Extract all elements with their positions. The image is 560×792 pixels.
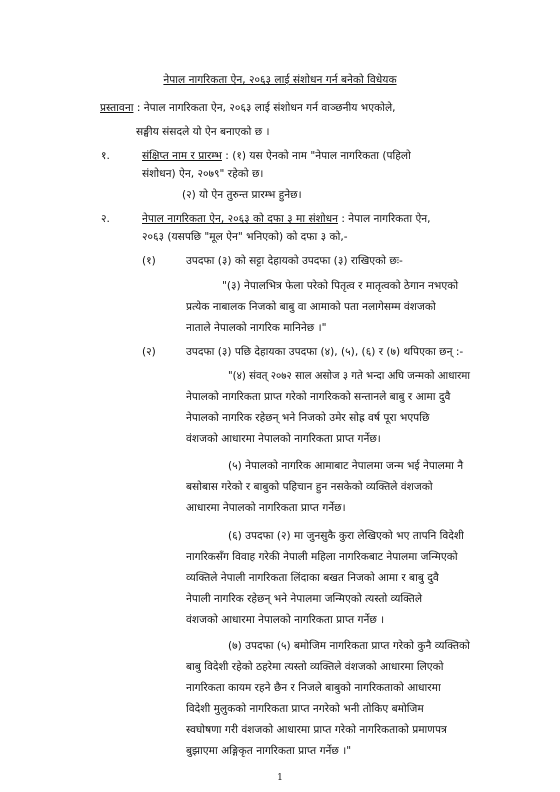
section-1-number: १.	[101, 150, 110, 162]
section-1-line-2: संशोधन) ऐन, २०७९" रहेको छ।	[142, 168, 264, 180]
subsection-6-line: व्यक्तिले नेपाली नागरिकता लिंदाका बखत निजको आमा र बाबु दुवै	[186, 572, 439, 584]
subsection-4-line: वंशजको आधारमा नेपालको नागरिकता प्राप्त गर्नेछ।	[186, 433, 381, 445]
quote-3-line: नाताले नेपालको नागरिक मानिनेछ ।"	[186, 322, 327, 334]
subsection-4-line: नेपालको नागरिक रहेछन् भने निजको उमेर सोह्र वर्ष पूरा भएपछि	[186, 412, 430, 424]
subsection-6-line: वंशजको आधारमा नेपालको नागरिकता प्राप्त गर्नेछ ।	[186, 614, 385, 626]
subsection-7-line: बुझाएमा अङ्गिकृत नागरिकता प्राप्त गर्नेछ ।"	[186, 745, 352, 757]
subsection-7-line: बाबु विदेशी रहेको ठहरेमा त्यस्तो व्यक्तिले वंशजको आधारमा लिएको	[186, 661, 444, 673]
subsection-4-line: "(४) संवत् २०७२ साल असोज ३ गते भन्दा अघि जन्मको आधारमा	[228, 370, 470, 382]
subsection-6-line: (६) उपदफा (२) मा जुनसुकै कुरा लेखिएको भए तापनि विदेशी	[228, 530, 464, 542]
page-number: 1	[277, 773, 283, 783]
clause-2-text: उपदफा (३) पछि देहायका उपदफा (४), (५), (६) र (७) थपिएका छन् :-	[186, 346, 464, 358]
section-2-heading: नेपाल नागरिकता ऐन, २०६३ को दफा ३ मा संशोधन	[142, 213, 338, 225]
subsection-6-line: नागरिकसँग विवाह गरेकी नेपाली महिला नागरिकबाट नेपालमा जन्मिएको	[186, 551, 458, 563]
preamble-line	[100, 98, 396, 119]
quote-3-line: "(३) नेपालभित्र फेला परेको पितृत्व र मातृत्वको ठेगान नभएको	[222, 280, 459, 292]
section-2-number: २.	[101, 213, 110, 225]
clause-1-text: उपदफा (३) को सट्टा देहायको उपदफा (३) राखिएको छः-	[186, 255, 403, 267]
subsection-6-line: नेपाली नागरिक रहेछन् भने नेपालमा जन्मिएको त्यस्तो व्यक्तिले	[186, 593, 423, 605]
subsection-7-line: विदेशी मुलुकको नागरिकता प्राप्त नगरेको भनी तोकिए बमोजिम	[186, 703, 424, 715]
subsection-7-line: (७) उपदफा (५) बमोजिम नागरिकता प्राप्त गरेको कुनै व्यक्तिको	[228, 640, 470, 652]
section-2-text: : नेपाल नागरिकता ऐन,	[338, 213, 431, 225]
preamble-text: : नेपाल नागरिकता ऐन, २०६३ लाई संशोधन गर्न वाञ्छनीय भएकोले,	[133, 102, 396, 114]
preamble-label: प्रस्तावना	[100, 102, 134, 114]
subsection-7-line: नागरिकता कायम रहने छैन र निजले बाबुको नागरिकताको आधारमा	[186, 682, 441, 694]
section-1-text: : (१) यस ऐनको नाम "नेपाल नागरिकता (पहिलो	[221, 150, 411, 162]
bill-title: नेपाल नागरिकता ऐन, २०६३ लाई संशोधन गर्न बनेको विधेयक	[163, 74, 397, 86]
section-2-line-2: २०६३ (यसपछि "मूल ऐन" भनिएको) को दफा ३ को,-	[142, 231, 348, 243]
clause-1-number: (१)	[142, 255, 156, 267]
section-1-subsection-2: (२) यो ऐन तुरुन्त प्रारम्भ हुनेछ।	[182, 189, 302, 201]
subsection-5-line: आधारमा नेपालको नागरिकता प्राप्त गर्नेछ।	[186, 502, 346, 514]
section-1-heading: संक्षिप्त नाम र प्रारम्भ	[142, 150, 222, 162]
subsection-4-line: नेपालको नागरिकता प्राप्त गरेको नागरिकको सन्तानले बाबु र आमा दुवै	[186, 391, 451, 403]
quote-3-line: प्रत्येक नाबालक निजको बाबु वा आमाको पता नलागेसम्म वंशजको	[186, 301, 436, 313]
subsection-5-line: (५) नेपालको नागरिक आमाबाट नेपालमा जन्म भई नेपालमा नै	[228, 460, 464, 472]
clause-2-number: (२)	[142, 346, 156, 358]
subsection-5-line: बसोबास गरेको र बाबुको पहिचान हुन नसकेको व्यक्तिले वंशजको	[186, 481, 433, 493]
subsection-7-line: स्वघोषणा गरी वंशजको आधारमा प्राप्त गरेको नागरिकताको प्रमाणपत्र	[186, 724, 447, 736]
preamble-line-2: सङ्घीय संसदले यो ऐन बनाएको छ ।	[136, 126, 270, 138]
